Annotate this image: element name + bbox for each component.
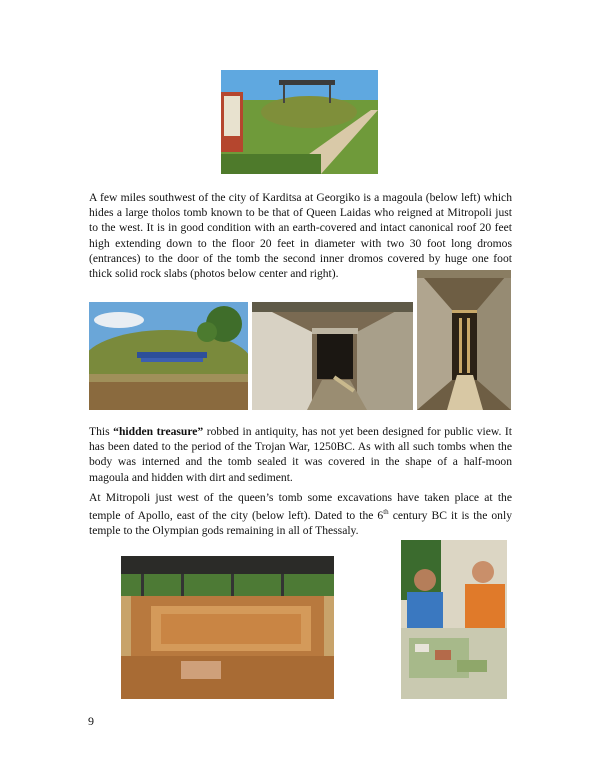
temple-text-a: At Mitropoli just west of the queen’s tomb some excavations have taken place at the temple of Apollo, east of the city (below left). Dated to the 6 bbox=[89, 491, 512, 523]
hidden-treasure-bold: “hidden treasure” bbox=[113, 425, 204, 438]
inner-dromos-photo bbox=[417, 270, 511, 410]
paragraph-queen-laidas-tomb: A few miles southwest of the city of Karditsa at Georgiko is a magoula (below left) which hides a large tholos tomb known to be that of Queen Laidas who reigned at Mitropoli just to the west. It is in good condition with an earth-covered and intact canonical roof 20 feet high extending down to the floor 20 feet in diameter with two 30 foot long dromos (entrances) to the door of the tomb the second inner dromos covered by huge one foot thick solid rock slabs (photos below center and right). bbox=[89, 191, 512, 281]
hidden-treasure-intro: This bbox=[89, 425, 114, 438]
magoula-mound-photo bbox=[89, 302, 248, 410]
page-number: 9 bbox=[88, 714, 94, 728]
temple-excavation-photo bbox=[121, 556, 334, 699]
men-with-model-photo bbox=[401, 540, 507, 699]
paragraph-temple-of-apollo bbox=[89, 490, 512, 538]
temple-text-b: century BC it is the only temple to the Olympian gods remaining in all of Thessaly. bbox=[89, 509, 512, 538]
hidden-treasure-rest: robbed in antiquity, has not yet been designed for public view. It has been dated to the period of the Trojan War, 1250BC. As with all such tombs when the body was interned and the tomb sealed it was covered in the shape of a half-moon magoula and hidden with dirt and sediment. bbox=[89, 425, 513, 484]
temple-text-superscript: th bbox=[383, 508, 389, 517]
tomb-site-photo bbox=[221, 70, 378, 174]
paragraph-hidden-treasure bbox=[89, 424, 512, 485]
stone-entrance-photo bbox=[252, 302, 413, 410]
